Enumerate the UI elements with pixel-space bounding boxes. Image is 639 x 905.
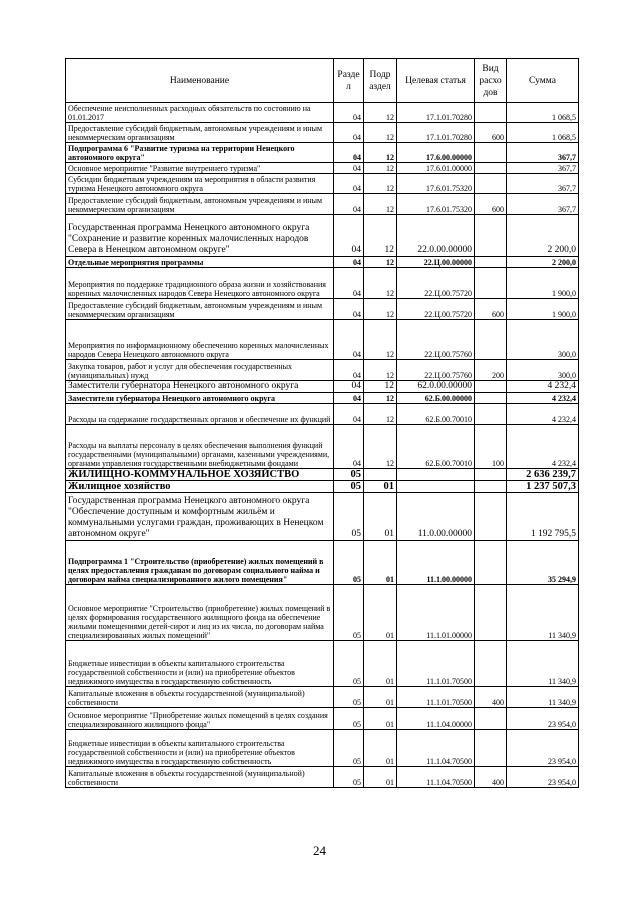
cell-target: 11.1.01.00000: [397, 585, 475, 641]
cell-section: 05: [334, 708, 364, 730]
cell-expense-type: 200: [475, 360, 507, 381]
cell-section: 04: [334, 393, 364, 404]
cell-sum: 23 954,0: [507, 708, 579, 730]
cell-section: 04: [334, 381, 364, 393]
cell-target: 11.1.04.70500: [397, 730, 475, 767]
cell-expense-type: [475, 708, 507, 730]
header-section: Разде л: [334, 59, 364, 103]
cell-sum: 1 900,0: [507, 268, 579, 299]
cell-expense-type: 600: [475, 194, 507, 215]
cell-target: 22.Ц.00.75720: [397, 299, 475, 320]
cell-target: 17.6.01.00000: [397, 163, 475, 174]
cell-target: 11.0.00.00000: [397, 493, 475, 541]
cell-sum: 4 232,4: [507, 425, 579, 469]
cell-sum: 23 954,0: [507, 767, 579, 788]
cell-section: 04: [334, 143, 364, 163]
cell-section: 04: [334, 360, 364, 381]
table-row: [66, 360, 579, 381]
cell-section: 04: [334, 103, 364, 123]
cell-name: Отдельные мероприятия программы: [66, 257, 334, 268]
table-row: [66, 143, 579, 163]
cell-name: Подпрограмма 1 "Строительство (приобретение) жилых помещений в целях предоставления гражданам по договорам социального найма и договорам найма специализированного жилого помещения": [66, 541, 334, 585]
cell-target: 17.1.01.70280: [397, 103, 475, 123]
cell-expense-type: [475, 730, 507, 767]
table-row: [66, 404, 579, 425]
cell-target: 62.0.00.00000: [397, 381, 475, 393]
cell-subsection: 12: [364, 163, 397, 174]
cell-expense-type: [475, 174, 507, 194]
table-row: [66, 163, 579, 174]
cell-sum: 2 636 239,7: [507, 469, 579, 481]
cell-sum: 367,7: [507, 163, 579, 174]
cell-subsection: 12: [364, 215, 397, 257]
cell-section: 05: [334, 767, 364, 788]
table-row: [66, 767, 579, 788]
cell-name: Основное мероприятие "Строительство (приобретение) жилых помещений в целях формирования государственного жилищного фонда на обеспечение жилыми помещениями детей-сирот и лиц из их числа, по договорам найма специализированных жилых помещений": [66, 585, 334, 641]
cell-sum: 35 294,9: [507, 541, 579, 585]
header-subsection: Подр аздел: [364, 59, 397, 103]
table-row: [66, 493, 579, 541]
cell-target: 62.Б.00.00000: [397, 393, 475, 404]
cell-sum: 4 232,4: [507, 404, 579, 425]
cell-name: Заместители губернатора Ненецкого автономного округа: [66, 381, 334, 393]
table-body: [66, 103, 579, 788]
cell-section: 05: [334, 687, 364, 708]
cell-section: 04: [334, 215, 364, 257]
cell-name: Капитальные вложения в объекты государственной (муниципальной) собственности: [66, 767, 334, 788]
cell-subsection: 01: [364, 641, 397, 687]
cell-name: Предоставление субсидий бюджетным, автономным учреждениям и иным некоммерческим организациям: [66, 123, 334, 143]
cell-target: 22.Ц.00.75760: [397, 360, 475, 381]
cell-subsection: 01: [364, 708, 397, 730]
table-row: [66, 257, 579, 268]
cell-subsection: 01: [364, 541, 397, 585]
cell-name: Субсидии бюджетным учреждениям на мероприятия в области развития туризма Ненецкого автономного округа: [66, 174, 334, 194]
cell-expense-type: [475, 215, 507, 257]
cell-name: Предоставление субсидий бюджетным, автономным учреждениям и иным некоммерческим организациям: [66, 299, 334, 320]
cell-target: 11.1.00.00000: [397, 541, 475, 585]
cell-sum: 11 340,9: [507, 585, 579, 641]
cell-subsection: 12: [364, 103, 397, 123]
cell-sum: 23 954,0: [507, 730, 579, 767]
table-row: [66, 687, 579, 708]
cell-sum: 4 232,4: [507, 393, 579, 404]
cell-name: Основное мероприятие "Приобретение жилых помещений в целях создания специализированного жилищного фонда": [66, 708, 334, 730]
cell-expense-type: [475, 393, 507, 404]
cell-target: 11.1.04.70500: [397, 767, 475, 788]
cell-sum: 2 200,0: [507, 257, 579, 268]
cell-sum: 300,0: [507, 320, 579, 360]
cell-target: 22.Ц.00.00000: [397, 257, 475, 268]
cell-sum: 1 900,0: [507, 299, 579, 320]
cell-sum: 11 340,9: [507, 641, 579, 687]
cell-subsection: 01: [364, 767, 397, 788]
cell-sum: 367,7: [507, 143, 579, 163]
cell-target: 17.6.01.75320: [397, 194, 475, 215]
cell-section: 04: [334, 257, 364, 268]
cell-name: Мероприятия по поддержке традиционного образа жизни и хозяйствования коренных малочисленных народов Севера Ненецкого автономного округа: [66, 268, 334, 299]
table-row: [66, 299, 579, 320]
cell-expense-type: 400: [475, 767, 507, 788]
cell-name: Обеспечение неисполненных расходных обязательств по состоянию на 01.01.2017: [66, 103, 334, 123]
cell-expense-type: [475, 257, 507, 268]
cell-target: 11.1.01.70500: [397, 687, 475, 708]
cell-expense-type: [475, 493, 507, 541]
cell-subsection: [364, 469, 397, 481]
table-row: [66, 425, 579, 469]
cell-subsection: 01: [364, 585, 397, 641]
cell-expense-type: [475, 163, 507, 174]
cell-subsection: 12: [364, 404, 397, 425]
cell-sum: 367,7: [507, 194, 579, 215]
cell-expense-type: 400: [475, 687, 507, 708]
cell-target: 22.Ц.00.75760: [397, 320, 475, 360]
cell-sum: 1 068,5: [507, 123, 579, 143]
table-row: [66, 469, 579, 481]
cell-sum: 1 237 507,3: [507, 481, 579, 493]
cell-sum: 367,7: [507, 174, 579, 194]
cell-section: 04: [334, 268, 364, 299]
cell-expense-type: [475, 268, 507, 299]
cell-subsection: 12: [364, 174, 397, 194]
cell-expense-type: [475, 320, 507, 360]
cell-target: 11.1.04.00000: [397, 708, 475, 730]
cell-name: Государственная программа Ненецкого автономного округа "Обеспечение доступным и комфортным жильём и коммунальными услугами граждан, проживающих в Ненецком автономном округе": [66, 493, 334, 541]
cell-expense-type: [475, 143, 507, 163]
table-row: [66, 481, 579, 493]
cell-subsection: 12: [364, 320, 397, 360]
cell-name: Расходы на содержание государственных органов и обеспечение их функций: [66, 404, 334, 425]
cell-section: 05: [334, 730, 364, 767]
cell-section: 04: [334, 299, 364, 320]
cell-name: ЖИЛИЩНО-КОММУНАЛЬНОЕ ХОЗЯЙСТВО: [66, 469, 334, 481]
table-row: [66, 123, 579, 143]
cell-subsection: 12: [364, 425, 397, 469]
cell-sum: 4 232,4: [507, 381, 579, 393]
cell-target: [397, 469, 475, 481]
budget-table: [65, 58, 579, 788]
cell-sum: 2 200,0: [507, 215, 579, 257]
table-header-row: [66, 59, 579, 103]
cell-sum: 1 068,5: [507, 103, 579, 123]
header-name: Наименование: [66, 59, 334, 103]
table-row: [66, 381, 579, 393]
header-target: Целевая статья: [397, 59, 475, 103]
cell-name: Бюджетные инвестиции в объекты капитального строительства государственной собственности и (или) на приобретение объектов недвижимого имущества в государственную собственность: [66, 641, 334, 687]
cell-target: 17.6.01.75320: [397, 174, 475, 194]
cell-section: 04: [334, 163, 364, 174]
cell-expense-type: [475, 585, 507, 641]
cell-name: Мероприятия по информационному обеспечению коренных малочисленных народов Севера Ненецкого автономного округа: [66, 320, 334, 360]
cell-expense-type: 600: [475, 299, 507, 320]
cell-expense-type: [475, 103, 507, 123]
table-row: [66, 320, 579, 360]
cell-section: 04: [334, 194, 364, 215]
cell-target: 11.1.01.70500: [397, 641, 475, 687]
cell-subsection: 12: [364, 143, 397, 163]
cell-expense-type: 100: [475, 425, 507, 469]
cell-subsection: 12: [364, 123, 397, 143]
cell-section: 04: [334, 320, 364, 360]
table-row: [66, 393, 579, 404]
table-row: [66, 541, 579, 585]
table-row: [66, 215, 579, 257]
cell-expense-type: 600: [475, 123, 507, 143]
cell-target: 62.Б.00.70010: [397, 425, 475, 469]
cell-section: 04: [334, 404, 364, 425]
cell-expense-type: [475, 541, 507, 585]
cell-name: Подпрограмма 6 "Развитие туризма на территории Ненецкого автономного округа": [66, 143, 334, 163]
table-row: [66, 708, 579, 730]
cell-sum: 1 192 795,5: [507, 493, 579, 541]
cell-expense-type: [475, 481, 507, 493]
cell-sum: 11 340,9: [507, 687, 579, 708]
table-row: [66, 641, 579, 687]
cell-section: 05: [334, 641, 364, 687]
cell-subsection: 12: [364, 360, 397, 381]
cell-section: 05: [334, 585, 364, 641]
table-row: [66, 585, 579, 641]
cell-expense-type: [475, 381, 507, 393]
cell-name: Основное мероприятие "Развитие внутреннего туризма": [66, 163, 334, 174]
table-row: [66, 194, 579, 215]
cell-section: 04: [334, 425, 364, 469]
cell-subsection: 12: [364, 393, 397, 404]
cell-target: 17.1.01.70280: [397, 123, 475, 143]
cell-section: 05: [334, 481, 364, 493]
table-row: [66, 730, 579, 767]
table-row: [66, 174, 579, 194]
cell-name: Предоставление субсидий бюджетным, автономным учреждениям и иным некоммерческим организациям: [66, 194, 334, 215]
cell-section: 04: [334, 174, 364, 194]
cell-expense-type: [475, 469, 507, 481]
cell-subsection: 12: [364, 257, 397, 268]
cell-name: Государственная программа Ненецкого автономного округа "Сохранение и развитие коренных малочисленных народов Севера в Ненецком автономном округе": [66, 215, 334, 257]
cell-subsection: 01: [364, 730, 397, 767]
cell-subsection: 01: [364, 481, 397, 493]
table-row: [66, 268, 579, 299]
page-number: 24: [313, 843, 326, 858]
cell-name: Бюджетные инвестиции в объекты капитального строительства государственной собственности и (или) на приобретение объектов недвижимого имущества в государственную собственность: [66, 730, 334, 767]
cell-section: 05: [334, 541, 364, 585]
cell-section: 05: [334, 493, 364, 541]
cell-expense-type: [475, 404, 507, 425]
cell-subsection: 01: [364, 687, 397, 708]
cell-target: 22.0.00.00000: [397, 215, 475, 257]
cell-subsection: 12: [364, 381, 397, 393]
header-expense-type: Вид расхо дов: [475, 59, 507, 103]
cell-sum: 300,0: [507, 360, 579, 381]
cell-expense-type: [475, 641, 507, 687]
cell-name: Заместители губернатора Ненецкого автономного округа: [66, 393, 334, 404]
cell-section: 05: [334, 469, 364, 481]
cell-name: Капитальные вложения в объекты государственной (муниципальной) собственности: [66, 687, 334, 708]
cell-target: 17.6.00.00000: [397, 143, 475, 163]
cell-name: Расходы на выплаты персоналу в целях обеспечения выполнения функций государственными (муниципальными) органами, казенными учреждениями, органами управления государственными внебюджетными фондами: [66, 425, 334, 469]
table-row: [66, 103, 579, 123]
cell-subsection: 12: [364, 268, 397, 299]
cell-subsection: 12: [364, 299, 397, 320]
cell-target: 62.Б.00.70010: [397, 404, 475, 425]
header-sum: Сумма: [507, 59, 579, 103]
cell-name: Закупка товаров, работ и услуг для обеспечения государственных (муниципальных) нужд: [66, 360, 334, 381]
cell-section: 04: [334, 123, 364, 143]
cell-target: [397, 481, 475, 493]
cell-target: 22.Ц.00.75720: [397, 268, 475, 299]
cell-name: Жилищное хозяйство: [66, 481, 334, 493]
cell-subsection: 01: [364, 493, 397, 541]
cell-subsection: 12: [364, 194, 397, 215]
